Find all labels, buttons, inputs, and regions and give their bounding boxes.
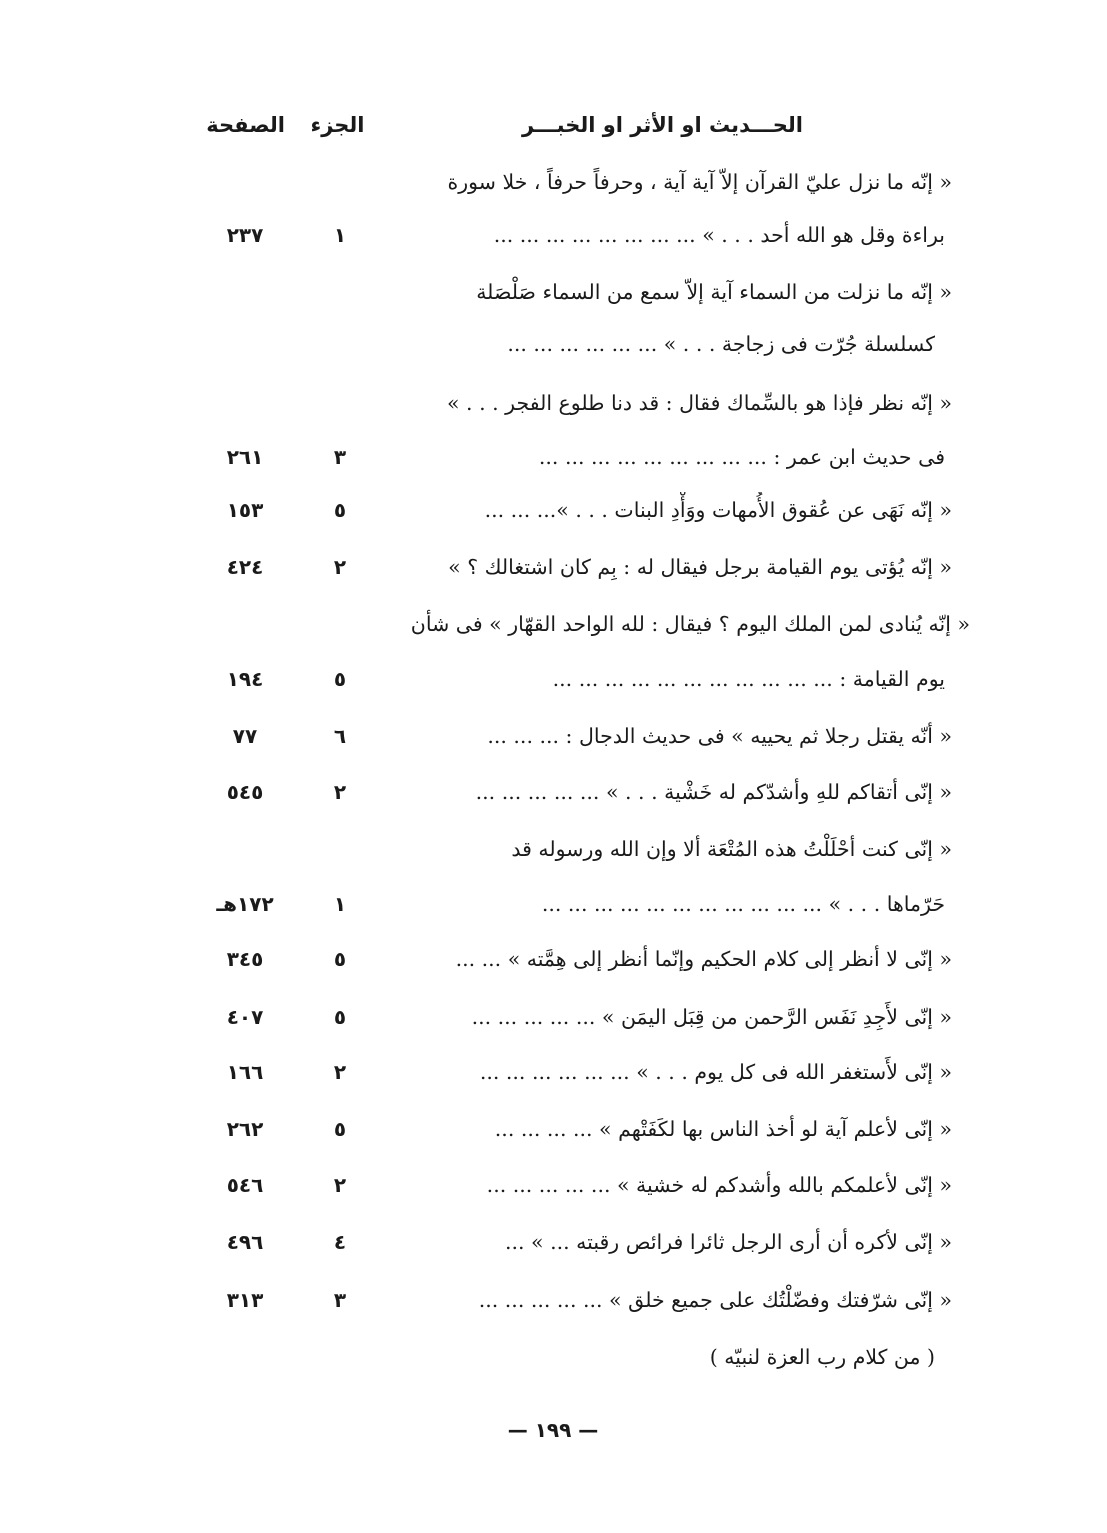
header-volume-column: الجزء [310,113,365,137]
row-page: ١٧٢هـ [216,892,274,916]
row-volume [318,606,362,642]
row-volume: ٤ [333,1230,347,1254]
index-row [0,993,1107,1041]
row-volume [318,326,362,362]
index-row [0,768,1107,816]
row-text: « إنّه نَهَى عن عُقوق الأُمهات ووَأْدِ البنات . . . »... ... ... [484,498,952,522]
row-volume: ٥ [333,498,347,522]
row-page [200,164,290,200]
row-page: ٥٤٦ [226,1173,264,1197]
index-row [0,1048,1107,1096]
row-text: « إنّى لا أنظر إلى كلام الحكيم وإنّما أنظر إلى هِمَّته » ... ... [455,947,952,971]
row-volume: ٥ [333,947,347,971]
row-text: « إنّه ما نزل عليّ القرآن إلاّ آية آية ، وحرفاً حرفاً ، خلا سورة [447,170,952,194]
index-row [0,268,1107,316]
index-row [0,1333,1107,1381]
row-volume: ٥ [333,667,347,691]
index-row [0,1276,1107,1324]
row-page: ٢٣٧ [226,223,264,247]
row-volume [318,274,362,310]
row-text: « إنّى شرّفتك وفضّلْتُك على جميع خلق » ... ... ... ... ... [478,1288,952,1312]
index-row [0,211,1107,259]
row-text: ( من كلام رب العزة لنبيّه ) [709,1345,935,1369]
row-text: « إنّه نظر فإذا هو بالسِّماك فقال : قد دنا طلوع الفجر . . . » [447,391,952,415]
index-row [0,935,1107,983]
row-volume [318,164,362,200]
index-row [0,1218,1107,1266]
row-page: ١٥٣ [226,498,264,522]
index-row [0,712,1107,760]
index-row [0,433,1107,481]
row-page [200,831,290,867]
row-volume: ٣ [333,1288,347,1312]
row-page: ٥٤٥ [226,780,264,804]
row-page: ٧٧ [232,724,258,748]
row-volume [318,1339,362,1375]
index-row [0,486,1107,534]
row-text: « إنّى لأَجِدِ نَفَس الرَّحمن من قِبَل اليمَن » ... ... ... ... ... [471,1005,952,1029]
row-volume [318,831,362,867]
index-row [0,825,1107,873]
row-page: ٣١٣ [226,1288,264,1312]
index-row [0,1105,1107,1153]
index-row [0,379,1107,427]
row-page: ١٦٦ [226,1060,264,1084]
row-page [200,1339,290,1375]
row-volume: ٥ [333,1117,347,1141]
row-page: ٢٦٢ [226,1117,264,1141]
row-volume: ١ [333,892,347,916]
row-volume: ٦ [333,724,347,748]
row-text: « إنّى لأعلم آية لو أخذ الناس بها لكَفَتْهم » ... ... ... ... [494,1117,952,1141]
row-page: ٣٤٥ [226,947,264,971]
row-text: « إنّه يُؤتى يوم القيامة برجل فيقال له : بِم كان اشتغالك ؟ » [448,555,952,579]
row-volume [318,385,362,421]
row-page: ١٩٤ [226,667,264,691]
index-row [0,1161,1107,1209]
row-page: ٤٩٦ [226,1230,264,1254]
row-text: « إنّى لأَستغفر الله فى كل يوم . . . » ... ... ... ... ... ... [479,1060,952,1084]
index-row [0,655,1107,703]
header-text-column: الحـــديث او الأثر او الخبـــر [522,113,803,137]
row-volume: ٢ [333,555,347,579]
row-text: « أنّه يقتل رجلا ثم يحييه » فى حديث الدجال : ... ... ... [487,724,952,748]
row-text: فى حديث ابن عمر : ... ... ... ... ... ... ... ... ... [538,445,945,469]
index-row [0,880,1107,928]
row-text: حَرّماها . . . » ... ... ... ... ... ... ... ... ... ... ... [541,892,945,916]
row-volume: ٢ [333,1060,347,1084]
header-page-column: الصفحة [206,113,285,137]
row-page [200,385,290,421]
row-page: ٤٠٧ [226,1005,264,1029]
page-number: — ١٩٩ — [507,1418,599,1442]
row-page: ٢٦١ [226,445,264,469]
row-volume: ٢ [333,1173,347,1197]
row-text: براءة وقل هو الله أحد . . . » ... ... ... ... ... ... ... ... [493,223,945,247]
row-text: « إنّى كنت أحْلَلْتُ هذه المُتْعَة ألا وإن الله ورسوله قد [511,837,952,861]
row-text: « إنّه ما نزلت من السماء آية إلاّ سمع من السماء صَلْصَلة [476,280,952,304]
index-row [0,600,1107,648]
row-page: ٤٢٤ [226,555,264,579]
index-row [0,543,1107,591]
row-page [200,274,290,310]
row-volume: ٥ [333,1005,347,1029]
index-row [0,158,1107,206]
row-volume: ١ [333,223,347,247]
row-text: يوم القيامة : ... ... ... ... ... ... ... ... ... ... ... [552,667,945,691]
row-text: « إنّى أتقاكم للهِ وأشدّكم له خَشْية . . . » ... ... ... ... ... [475,780,952,804]
row-volume: ٣ [333,445,347,469]
row-page [200,606,290,642]
index-row [0,320,1107,368]
row-text: « إنّى لأكره أن أرى الرجل ثائرا فرائص رقبته ... » ... [504,1230,952,1254]
row-page [200,326,290,362]
row-text: كسلسلة جُرّت فى زجاجة . . . » ... ... ... ... ... ... [507,332,935,356]
row-volume: ٢ [333,780,347,804]
row-text: « إنّى لأعلمكم بالله وأشدكم له خشية » ... ... ... ... ... [486,1173,952,1197]
row-text: « إنّه يُنادى لمن الملك اليوم ؟ فيقال : لله الواحد القهّار » فى شأن [410,612,970,636]
